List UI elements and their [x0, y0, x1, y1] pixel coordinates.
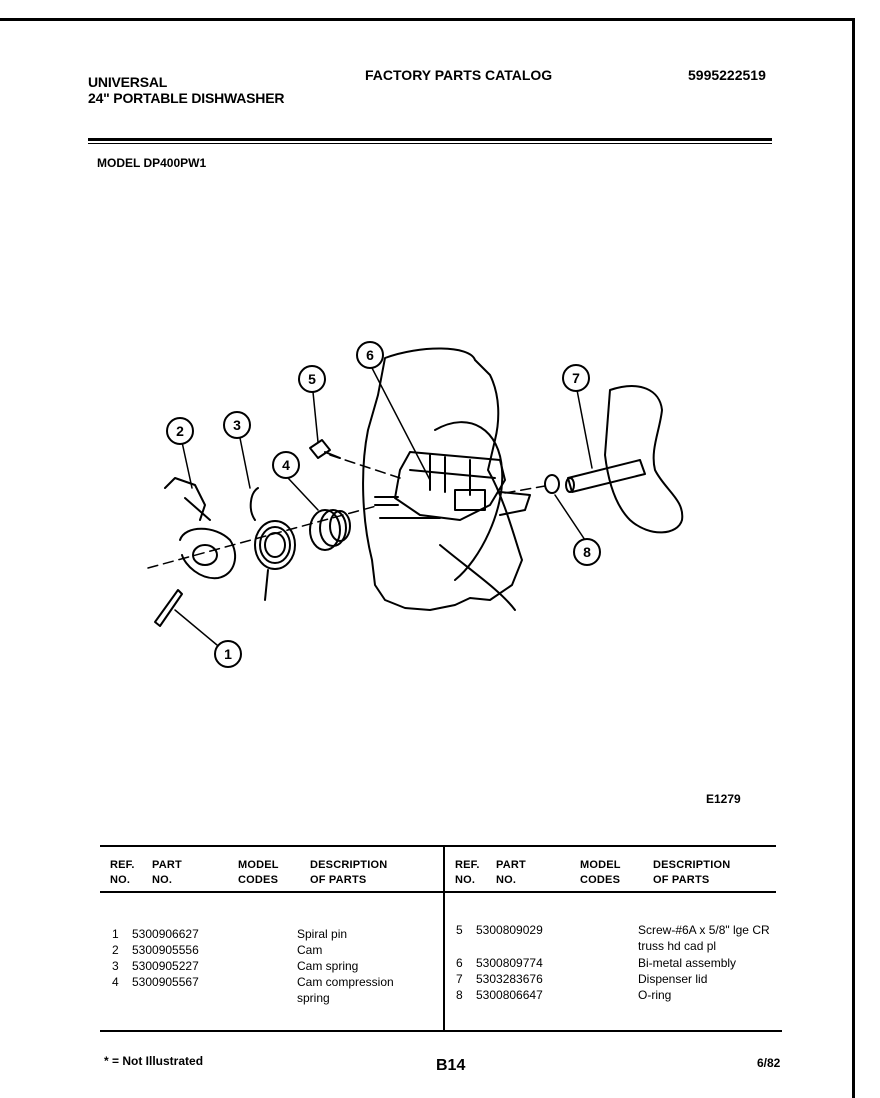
- callout-2-label: 2: [176, 423, 184, 439]
- callout-6-label: 6: [366, 347, 374, 363]
- table-row-desc: [297, 958, 358, 974]
- row-part-number: 5303283676: [476, 972, 543, 986]
- callout-2: [167, 418, 193, 444]
- table-row-part: [476, 971, 543, 987]
- row-description: Spiral pin: [297, 927, 348, 941]
- callout-6: [357, 342, 383, 368]
- callout-1: [215, 641, 241, 667]
- header-model-codes: [238, 858, 279, 888]
- row-ref: 4: [112, 975, 119, 989]
- header-part-line2: NO.: [152, 874, 173, 886]
- row-description: Cam spring: [297, 959, 359, 973]
- row-part-number: 5300809029: [476, 923, 543, 937]
- callout-8: [574, 539, 600, 565]
- table-row-part: [476, 987, 543, 1003]
- header-part-line2-right: NO.: [496, 874, 517, 886]
- table-row-desc: [297, 974, 412, 1006]
- table-bottom-rule: [100, 1030, 782, 1032]
- row-part-number: 5300906627: [132, 927, 199, 941]
- row-description: Cam compression spring: [297, 975, 394, 1005]
- callout-4-label: 4: [282, 457, 290, 473]
- row-ref: 1: [112, 927, 119, 941]
- callout-5-label: 5: [308, 371, 316, 387]
- table-row-desc: [638, 922, 772, 954]
- table-row-desc: [297, 926, 347, 942]
- product-name: 24" PORTABLE DISHWASHER: [88, 90, 285, 106]
- table-row-desc: [638, 955, 736, 971]
- callout-1-label: 1: [224, 646, 232, 662]
- table-row-part: [476, 955, 543, 971]
- figure-code: E1279: [706, 792, 741, 806]
- table-row: [112, 926, 119, 942]
- callout-5: [299, 366, 325, 392]
- table-row: [456, 922, 463, 938]
- header-model-line2-right: CODES: [580, 874, 621, 886]
- row-description: Screw-#6A x 5/8" lge CR truss hd cad pl: [638, 923, 770, 953]
- header-description-right: [653, 858, 730, 888]
- header-ref-no: [110, 858, 135, 888]
- table-column-divider: [443, 847, 445, 1030]
- spiral-pin-drawing: [155, 590, 182, 626]
- header-model-codes-right: [580, 858, 621, 888]
- catalog-number: 5995222519: [688, 67, 766, 83]
- table-row: [112, 958, 119, 974]
- header-ref-no-right: [455, 858, 480, 888]
- table-row-desc: [638, 971, 707, 987]
- leader-lines: [175, 368, 592, 645]
- callout-4: [273, 452, 299, 478]
- table-header-rule: [100, 891, 776, 893]
- header-ref-line2-right: NO.: [455, 874, 476, 886]
- dispenser-housing-drawing: [363, 348, 522, 610]
- header-model-line1-right: MODEL: [580, 859, 621, 871]
- header-part-no: [152, 858, 182, 888]
- revision-date: 6/82: [757, 1056, 781, 1070]
- table-row-desc: [297, 942, 322, 958]
- model-line: MODEL DP400PW1: [97, 156, 207, 170]
- row-part-number: 5300905556: [132, 943, 199, 957]
- header-part-line1-right: PART: [496, 859, 526, 871]
- row-ref: 8: [456, 988, 463, 1002]
- row-ref: 2: [112, 943, 119, 957]
- row-description: Bi-metal assembly: [638, 956, 737, 970]
- header-ref-line1: REF.: [110, 859, 135, 871]
- cam-drawing: [165, 478, 235, 578]
- row-description: Cam: [297, 943, 323, 957]
- dispenser-lid-drawing: [566, 386, 682, 532]
- catalog-title: FACTORY PARTS CATALOG: [365, 67, 553, 83]
- callout-7: [563, 365, 589, 391]
- row-part-number: 5300905567: [132, 975, 199, 989]
- table-top-rule: [100, 845, 776, 847]
- row-ref: 7: [456, 972, 463, 986]
- header-ref-line1-right: REF.: [455, 859, 480, 871]
- table-row: [456, 987, 463, 1003]
- callout-3-label: 3: [233, 417, 241, 433]
- table-row-part: [132, 942, 199, 958]
- header-part-no-right: [496, 858, 526, 888]
- header-model-line2: CODES: [238, 874, 279, 886]
- row-description: Dispenser lid: [638, 972, 708, 986]
- compression-spring-drawing: [310, 510, 350, 550]
- brand-name: UNIVERSAL: [88, 74, 168, 90]
- header-ref-line2: NO.: [110, 874, 131, 886]
- table-row-desc: [638, 987, 671, 1003]
- header-model-line1: MODEL: [238, 859, 279, 871]
- table-row: [456, 971, 463, 987]
- table-row: [112, 942, 119, 958]
- page-number: B14: [436, 1057, 466, 1074]
- assembly-centerlines: [148, 455, 545, 568]
- row-description: O-ring: [638, 988, 672, 1002]
- table-row-part: [132, 926, 199, 942]
- header-desc-line2-right: OF PARTS: [653, 874, 710, 886]
- header-desc-line2: OF PARTS: [310, 874, 367, 886]
- table-row-part: [132, 958, 199, 974]
- cam-spring-drawing: [251, 488, 295, 600]
- header-part-line1: PART: [152, 859, 182, 871]
- row-ref: 6: [456, 956, 463, 970]
- callout-3: [224, 412, 250, 438]
- callout-8-label: 8: [583, 544, 591, 560]
- callout-7-label: 7: [572, 370, 580, 386]
- table-row-part: [132, 974, 199, 990]
- row-ref: 5: [456, 923, 463, 937]
- o-ring-drawing: [545, 475, 559, 493]
- table-row: [456, 955, 463, 971]
- row-part-number: 5300806647: [476, 988, 543, 1002]
- header-desc-line1: DESCRIPTION: [310, 859, 388, 871]
- screw-drawing: [310, 440, 340, 458]
- header-desc-line1-right: DESCRIPTION: [653, 859, 731, 871]
- table-row-part: [476, 922, 543, 938]
- footnote: * = Not Illustrated: [104, 1054, 204, 1068]
- table-row: [112, 974, 119, 990]
- row-part-number: 5300905227: [132, 959, 199, 973]
- row-ref: 3: [112, 959, 119, 973]
- bimetal-assembly-drawing: [375, 452, 530, 520]
- row-part-number: 5300809774: [476, 956, 543, 970]
- header-description: [310, 858, 387, 888]
